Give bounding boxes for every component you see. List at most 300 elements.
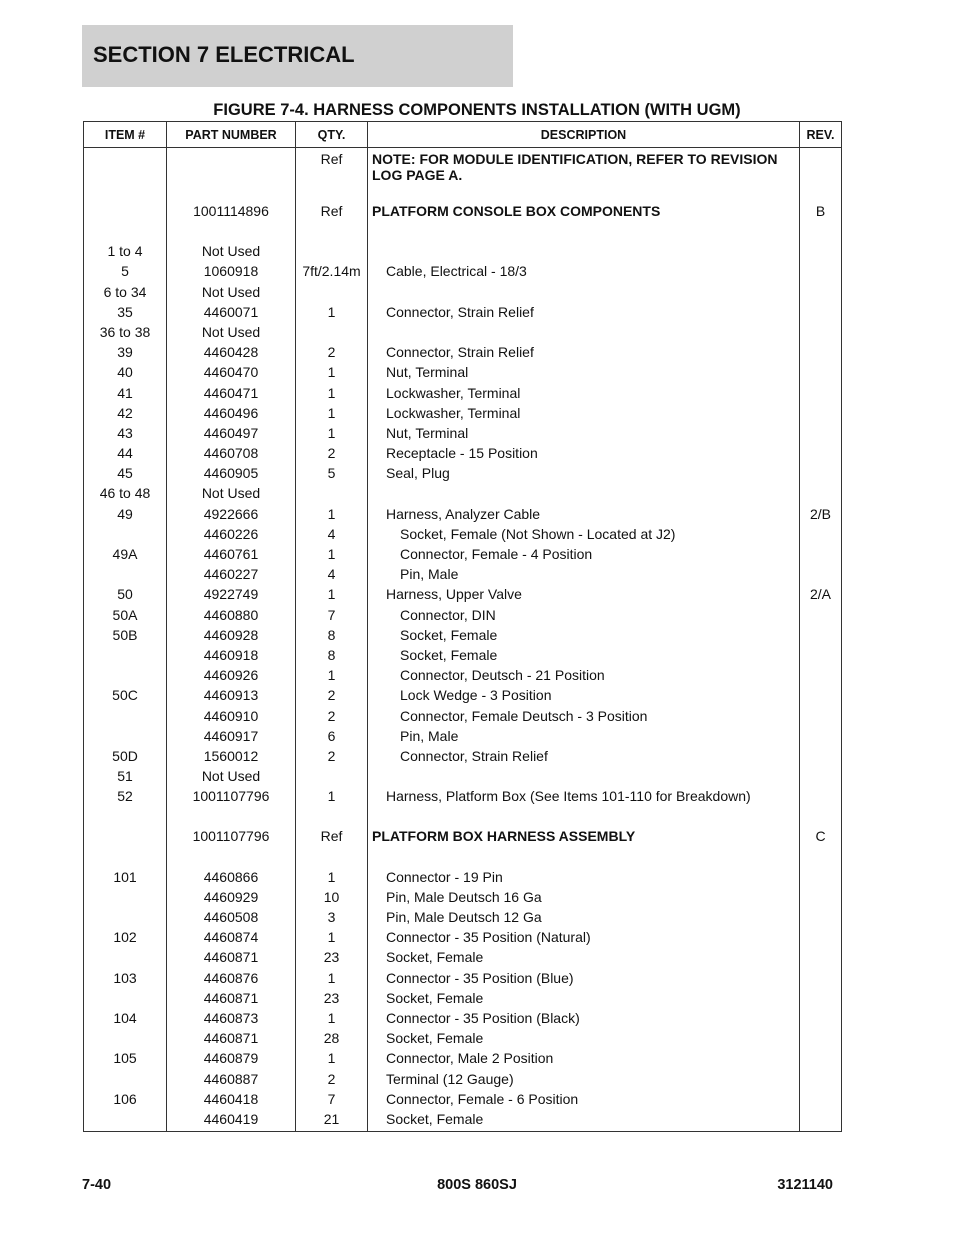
table-row [84, 768, 842, 788]
cell-description: Pin, Male [368, 566, 800, 586]
cell-part-number: 4460419 [167, 1111, 296, 1132]
cell-qty: 4 [296, 526, 368, 546]
table-row [84, 970, 842, 990]
cell-part-number: 4460918 [167, 647, 296, 667]
table-row [84, 546, 842, 566]
cell-qty: 2 [296, 748, 368, 768]
table-row [84, 506, 842, 526]
cell-part-number [167, 148, 296, 184]
column-header-part-number: PART NUMBER [167, 122, 296, 148]
table-row [84, 647, 842, 667]
cell-part-number: 4460871 [167, 1030, 296, 1050]
cell-qty: 1 [296, 788, 368, 808]
cell-description: Lockwasher, Terminal [368, 405, 800, 425]
cell-qty: 28 [296, 1030, 368, 1050]
cell-description: Pin, Male [368, 728, 800, 748]
cell-description: Connector, Strain Relief [368, 344, 800, 364]
cell-item [84, 990, 167, 1010]
table-row [84, 243, 842, 263]
cell-description: Lock Wedge - 3 Position [368, 687, 800, 707]
cell-description [368, 284, 800, 304]
cell-description [368, 808, 800, 828]
table-row [84, 1030, 842, 1050]
cell-part-number [167, 223, 296, 243]
cell-description: Connector, Deutsch - 21 Position [368, 667, 800, 687]
cell-rev [800, 1071, 842, 1091]
cell-rev [800, 324, 842, 344]
cell-part-number: 4460496 [167, 405, 296, 425]
cell-part-number: 4460866 [167, 869, 296, 889]
cell-item [84, 203, 167, 223]
cell-description: Connector - 19 Pin [368, 869, 800, 889]
cell-qty: 3 [296, 909, 368, 929]
cell-qty: 7 [296, 1091, 368, 1111]
cell-description: Socket, Female [368, 1111, 800, 1132]
table-row [84, 889, 842, 909]
cell-rev [800, 445, 842, 465]
cell-rev [800, 223, 842, 243]
column-header-rev: REV. [800, 122, 842, 148]
cell-item [84, 1030, 167, 1050]
table-row [84, 1071, 842, 1091]
cell-qty [296, 485, 368, 505]
cell-rev [800, 607, 842, 627]
table-row [84, 1050, 842, 1070]
cell-item [84, 667, 167, 687]
cell-description: Harness, Analyzer Cable [368, 506, 800, 526]
cell-qty: Ref [296, 203, 368, 223]
cell-rev [800, 728, 842, 748]
cell-description: Socket, Female [368, 647, 800, 667]
parts-table [83, 121, 842, 1132]
cell-part-number: 4460913 [167, 687, 296, 707]
cell-description: Harness, Platform Box (See Items 101-110 for Breakdown) [368, 788, 800, 808]
cell-description: Connector, Female - 4 Position [368, 546, 800, 566]
cell-qty: 1 [296, 546, 368, 566]
column-header-description: DESCRIPTION [368, 122, 800, 148]
cell-item: 104 [84, 1010, 167, 1030]
cell-item: 5 [84, 263, 167, 283]
cell-rev [800, 465, 842, 485]
cell-item [84, 889, 167, 909]
footer-page-number: 7-40 [82, 1177, 112, 1193]
cell-item: 39 [84, 344, 167, 364]
table-row [84, 929, 842, 949]
cell-rev [800, 788, 842, 808]
cell-description: Connector - 35 Position (Blue) [368, 970, 800, 990]
cell-rev [800, 990, 842, 1010]
cell-description: Socket, Female [368, 949, 800, 969]
table-row [84, 728, 842, 748]
cell-item: 49 [84, 506, 167, 526]
cell-description: Lockwasher, Terminal [368, 385, 800, 405]
table-row [84, 909, 842, 929]
table-row [84, 687, 842, 707]
parts-table-body [84, 148, 842, 1132]
cell-part-number: Not Used [167, 243, 296, 263]
cell-part-number: 4460071 [167, 304, 296, 324]
cell-qty: Ref [296, 828, 368, 848]
cell-rev [800, 768, 842, 788]
cell-part-number: Not Used [167, 768, 296, 788]
table-row [84, 828, 842, 848]
cell-item: 103 [84, 970, 167, 990]
cell-description: Connector, Strain Relief [368, 748, 800, 768]
cell-qty [296, 849, 368, 869]
cell-rev [800, 243, 842, 263]
cell-rev [800, 546, 842, 566]
cell-item: 102 [84, 929, 167, 949]
cell-part-number: 1001114896 [167, 203, 296, 223]
cell-part-number: 4460428 [167, 344, 296, 364]
column-header-item: ITEM # [84, 122, 167, 148]
cell-part-number: 4460926 [167, 667, 296, 687]
cell-description: Harness, Upper Valve [368, 586, 800, 606]
cell-description: Receptacle - 15 Position [368, 445, 800, 465]
cell-part-number: 4460910 [167, 708, 296, 728]
cell-description: Seal, Plug [368, 465, 800, 485]
cell-item: 50A [84, 607, 167, 627]
cell-part-number: 4460876 [167, 970, 296, 990]
cell-qty: 1 [296, 405, 368, 425]
cell-description [368, 223, 800, 243]
cell-rev [800, 1050, 842, 1070]
cell-rev [800, 667, 842, 687]
cell-description: Connector, DIN [368, 607, 800, 627]
footer-doc-number: 3121140 [777, 1177, 833, 1193]
table-row [84, 748, 842, 768]
cell-qty: 1 [296, 506, 368, 526]
table-row [84, 566, 842, 586]
cell-rev: B [800, 203, 842, 223]
cell-qty: 1 [296, 1050, 368, 1070]
table-row [84, 263, 842, 283]
cell-item [84, 828, 167, 848]
cell-item: 44 [84, 445, 167, 465]
cell-item [84, 849, 167, 869]
cell-rev [800, 849, 842, 869]
cell-part-number: 1001107796 [167, 828, 296, 848]
table-row [84, 526, 842, 546]
cell-description [368, 768, 800, 788]
cell-rev [800, 627, 842, 647]
cell-rev [800, 148, 842, 184]
cell-rev [800, 304, 842, 324]
cell-item: 40 [84, 364, 167, 384]
cell-description: Socket, Female [368, 990, 800, 1010]
cell-qty: 1 [296, 869, 368, 889]
cell-description [368, 243, 800, 263]
cell-description: PLATFORM CONSOLE BOX COMPONENTS [368, 203, 800, 223]
cell-qty: 7ft/2.14m [296, 263, 368, 283]
cell-rev: 2/B [800, 506, 842, 526]
cell-description: Socket, Female (Not Shown - Located at J2) [368, 526, 800, 546]
table-row [84, 627, 842, 647]
cell-part-number: 4460226 [167, 526, 296, 546]
cell-description [368, 849, 800, 869]
table-row [84, 1091, 842, 1111]
cell-qty: 2 [296, 344, 368, 364]
table-spacer-row [84, 223, 842, 243]
cell-item [84, 526, 167, 546]
cell-item: 49A [84, 546, 167, 566]
cell-part-number: 4460227 [167, 566, 296, 586]
cell-rev [800, 687, 842, 707]
cell-item: 41 [84, 385, 167, 405]
cell-qty: 8 [296, 647, 368, 667]
cell-rev [800, 344, 842, 364]
cell-item [84, 708, 167, 728]
figure-title: FIGURE 7-4. HARNESS COMPONENTS INSTALLATION (WITH UGM) [213, 101, 741, 119]
cell-part-number: 4460905 [167, 465, 296, 485]
table-row [84, 586, 842, 606]
cell-description: Connector - 35 Position (Natural) [368, 929, 800, 949]
cell-rev [800, 183, 842, 203]
table-row [84, 869, 842, 889]
cell-qty [296, 284, 368, 304]
cell-part-number: 1560012 [167, 748, 296, 768]
cell-part-number: 4460879 [167, 1050, 296, 1070]
cell-part-number: 4460871 [167, 949, 296, 969]
cell-part-number: 1001107796 [167, 788, 296, 808]
cell-part-number: Not Used [167, 284, 296, 304]
cell-rev [800, 485, 842, 505]
table-row [84, 344, 842, 364]
table-row [84, 385, 842, 405]
table-row [84, 607, 842, 627]
cell-item: 51 [84, 768, 167, 788]
cell-qty: 2 [296, 708, 368, 728]
cell-rev [800, 748, 842, 768]
cell-rev [800, 405, 842, 425]
table-row [84, 708, 842, 728]
table-row [84, 203, 842, 223]
cell-rev [800, 929, 842, 949]
cell-rev [800, 1091, 842, 1111]
cell-item [84, 647, 167, 667]
cell-item [84, 728, 167, 748]
cell-item [84, 1071, 167, 1091]
cell-rev [800, 385, 842, 405]
table-row [84, 304, 842, 324]
cell-part-number: 4460418 [167, 1091, 296, 1111]
cell-rev [800, 647, 842, 667]
cell-part-number: 4460471 [167, 385, 296, 405]
cell-description: Pin, Male Deutsch 16 Ga [368, 889, 800, 909]
cell-item: 50C [84, 687, 167, 707]
cell-item: 50B [84, 627, 167, 647]
cell-description [368, 485, 800, 505]
cell-part-number: 4460887 [167, 1071, 296, 1091]
cell-qty: 1 [296, 667, 368, 687]
cell-description [368, 183, 800, 203]
cell-qty: 21 [296, 1111, 368, 1132]
cell-qty [296, 183, 368, 203]
cell-description: Connector, Strain Relief [368, 304, 800, 324]
cell-description: Connector, Female Deutsch - 3 Position [368, 708, 800, 728]
table-row [84, 788, 842, 808]
table-row [84, 425, 842, 445]
cell-item [84, 1111, 167, 1132]
cell-rev [800, 909, 842, 929]
cell-qty: 2 [296, 1071, 368, 1091]
cell-qty: 1 [296, 364, 368, 384]
cell-description [368, 324, 800, 344]
cell-item [84, 949, 167, 969]
table-header-row [84, 122, 842, 148]
cell-part-number: 4460761 [167, 546, 296, 566]
cell-rev [800, 708, 842, 728]
cell-qty: 7 [296, 607, 368, 627]
cell-item: 45 [84, 465, 167, 485]
cell-description: Terminal (12 Gauge) [368, 1071, 800, 1091]
cell-rev [800, 284, 842, 304]
cell-part-number: 4460929 [167, 889, 296, 909]
cell-part-number: 4460470 [167, 364, 296, 384]
cell-item [84, 808, 167, 828]
cell-description: Nut, Terminal [368, 425, 800, 445]
cell-qty: 2 [296, 445, 368, 465]
cell-qty: 1 [296, 586, 368, 606]
cell-qty: 1 [296, 425, 368, 445]
cell-rev [800, 970, 842, 990]
cell-part-number: 4460508 [167, 909, 296, 929]
cell-qty: 1 [296, 1010, 368, 1030]
cell-part-number: 4922749 [167, 586, 296, 606]
cell-rev [800, 526, 842, 546]
cell-part-number: 4460708 [167, 445, 296, 465]
cell-item: 50D [84, 748, 167, 768]
table-row [84, 284, 842, 304]
cell-description: NOTE: FOR MODULE IDENTIFICATION, REFER TO REVISION LOG PAGE A. [368, 148, 800, 184]
cell-part-number: 4460871 [167, 990, 296, 1010]
cell-part-number: 4460917 [167, 728, 296, 748]
cell-qty: 1 [296, 970, 368, 990]
cell-item [84, 909, 167, 929]
cell-qty: 5 [296, 465, 368, 485]
table-row [84, 324, 842, 344]
table-spacer-row [84, 183, 842, 203]
cell-rev [800, 1030, 842, 1050]
cell-item [84, 183, 167, 203]
cell-item: 1 to 4 [84, 243, 167, 263]
table-row [84, 364, 842, 384]
cell-part-number: 4922666 [167, 506, 296, 526]
cell-item: 50 [84, 586, 167, 606]
cell-qty: 23 [296, 990, 368, 1010]
cell-description: Connector, Female - 6 Position [368, 1091, 800, 1111]
cell-item [84, 566, 167, 586]
cell-part-number: 4460497 [167, 425, 296, 445]
cell-item: 6 to 34 [84, 284, 167, 304]
cell-description: Socket, Female [368, 627, 800, 647]
cell-rev [800, 1111, 842, 1132]
table-row [84, 667, 842, 687]
cell-qty: 1 [296, 385, 368, 405]
cell-qty: 1 [296, 929, 368, 949]
table-spacer-row [84, 808, 842, 828]
cell-description: Cable, Electrical - 18/3 [368, 263, 800, 283]
cell-part-number [167, 183, 296, 203]
cell-qty: Ref [296, 148, 368, 184]
cell-rev: C [800, 828, 842, 848]
cell-qty [296, 768, 368, 788]
cell-part-number: 1060918 [167, 263, 296, 283]
cell-qty [296, 243, 368, 263]
cell-qty: 2 [296, 687, 368, 707]
cell-part-number: 4460873 [167, 1010, 296, 1030]
cell-part-number: Not Used [167, 324, 296, 344]
table-row [84, 445, 842, 465]
cell-item: 105 [84, 1050, 167, 1070]
cell-description: Socket, Female [368, 1030, 800, 1050]
cell-item: 36 to 38 [84, 324, 167, 344]
table-row [84, 485, 842, 505]
table-row [84, 1111, 842, 1132]
cell-qty: 8 [296, 627, 368, 647]
cell-description: Nut, Terminal [368, 364, 800, 384]
cell-rev [800, 263, 842, 283]
cell-item: 52 [84, 788, 167, 808]
cell-part-number: Not Used [167, 485, 296, 505]
cell-part-number [167, 849, 296, 869]
table-spacer-row [84, 849, 842, 869]
table-row [84, 1010, 842, 1030]
cell-part-number: 4460874 [167, 929, 296, 949]
cell-rev [800, 808, 842, 828]
cell-rev [800, 869, 842, 889]
cell-qty: 23 [296, 949, 368, 969]
cell-rev [800, 949, 842, 969]
cell-rev [800, 889, 842, 909]
cell-rev: 2/A [800, 586, 842, 606]
cell-qty [296, 324, 368, 344]
table-row [84, 405, 842, 425]
cell-part-number: 4460880 [167, 607, 296, 627]
cell-qty: 10 [296, 889, 368, 909]
cell-item: 46 to 48 [84, 485, 167, 505]
cell-qty: 4 [296, 566, 368, 586]
cell-item: 106 [84, 1091, 167, 1111]
cell-item: 35 [84, 304, 167, 324]
cell-part-number [167, 808, 296, 828]
table-row [84, 465, 842, 485]
cell-item: 43 [84, 425, 167, 445]
cell-rev [800, 425, 842, 445]
cell-description: Pin, Male Deutsch 12 Ga [368, 909, 800, 929]
section-title: SECTION 7 ELECTRICAL [93, 42, 355, 67]
table-row [84, 949, 842, 969]
footer-model: 800S 860SJ [437, 1177, 517, 1193]
cell-item [84, 223, 167, 243]
cell-qty: 1 [296, 304, 368, 324]
cell-part-number: 4460928 [167, 627, 296, 647]
table-row [84, 990, 842, 1010]
cell-qty [296, 808, 368, 828]
cell-item: 42 [84, 405, 167, 425]
cell-item [84, 148, 167, 184]
cell-qty: 6 [296, 728, 368, 748]
cell-description: PLATFORM BOX HARNESS ASSEMBLY [368, 828, 800, 848]
cell-description: Connector - 35 Position (Black) [368, 1010, 800, 1030]
cell-rev [800, 364, 842, 384]
cell-rev [800, 566, 842, 586]
table-row [84, 148, 842, 184]
column-header-qty: QTY. [296, 122, 368, 148]
cell-item: 101 [84, 869, 167, 889]
cell-qty [296, 223, 368, 243]
cell-rev [800, 1010, 842, 1030]
